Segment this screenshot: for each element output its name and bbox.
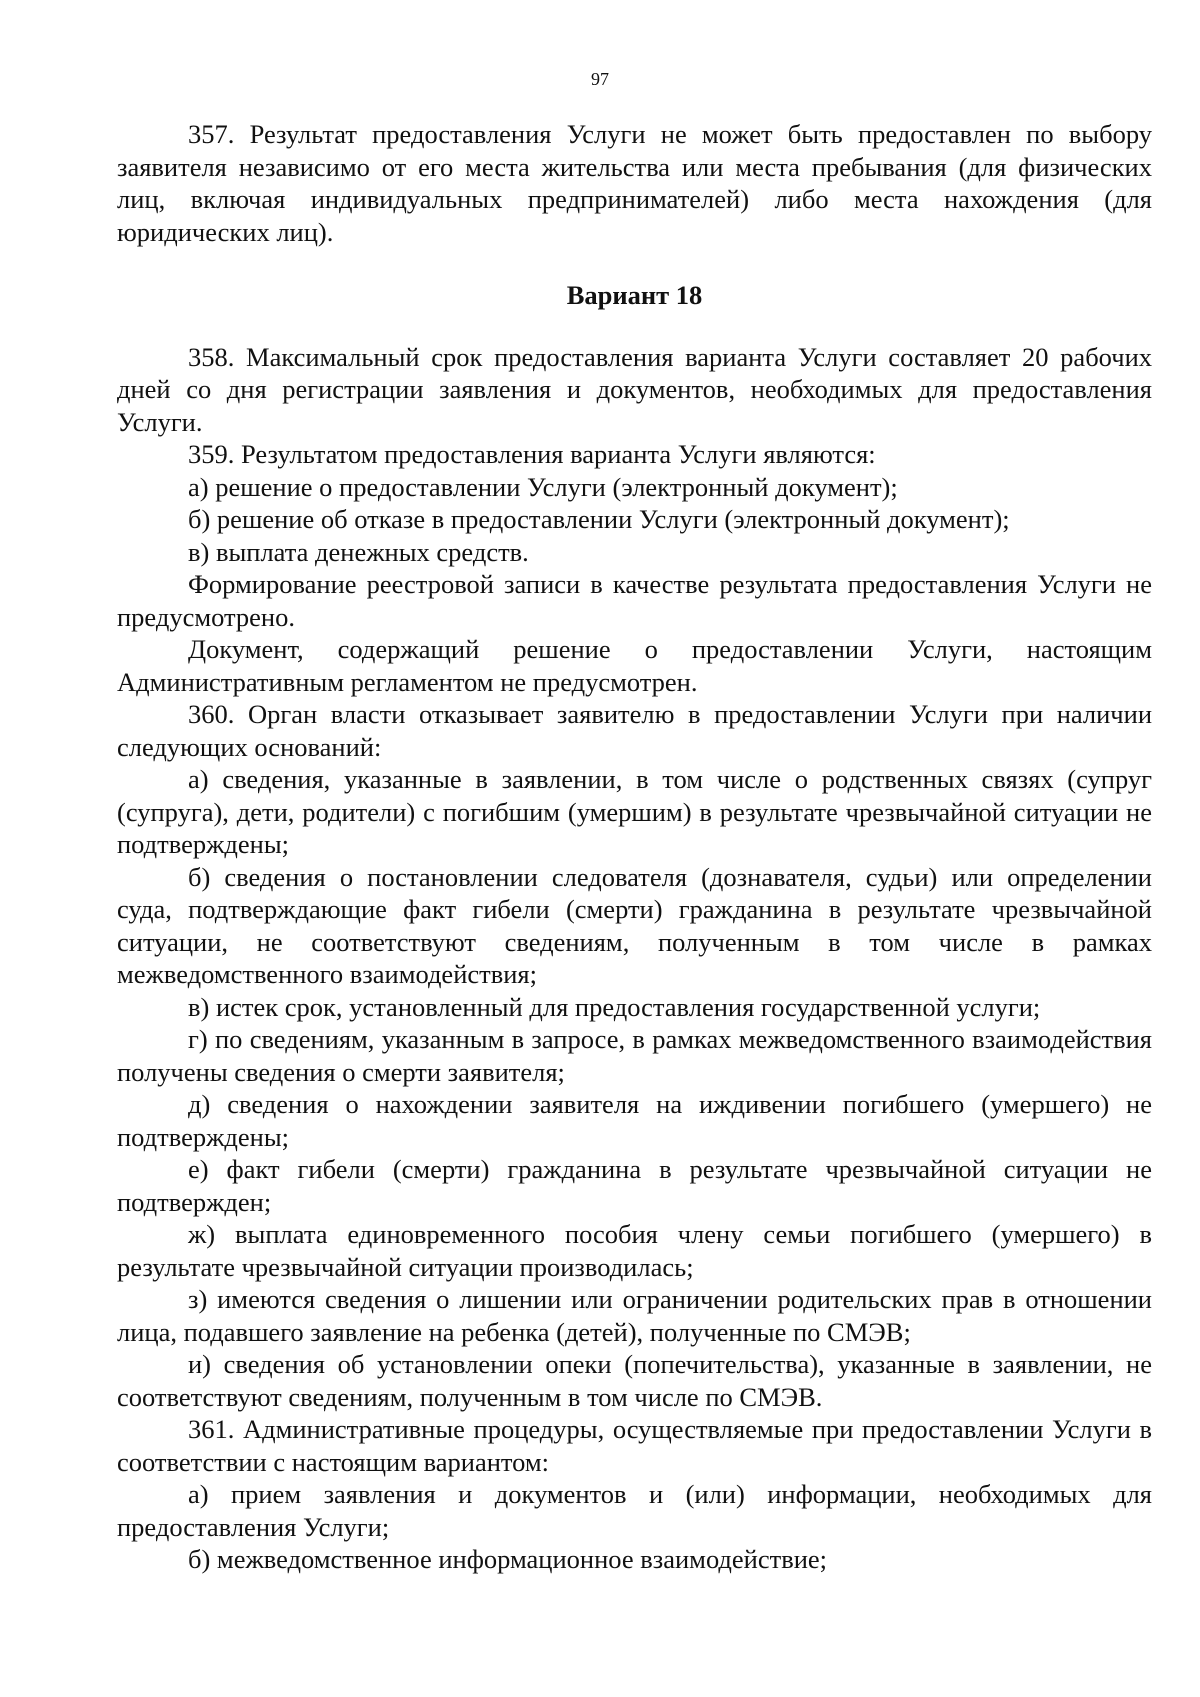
list-item-360-z: з) имеются сведения о лишении или ограничении родительских прав в отношении лица, подавшего заявление на ребенка (детей), полученные по СМЭВ;: [117, 1284, 1152, 1347]
list-item-359-b: б) решение об отказе в предоставлении Услуги (электронный документ);: [188, 504, 1010, 534]
list-item-359-a: а) решение о предоставлении Услуги (электронный документ);: [188, 471, 898, 502]
paragraph-358: 358. Максимальный срок предоставления варианта Услуги составляет 20 рабочих дней со дня регистрации заявления и документов, необходимых для предоставления Услуги.: [117, 341, 1152, 437]
list-item-360-i: и) сведения об установлении опеки (попечительства), указанные в заявлении, не соответствуют сведениям, полученным в том числе по СМЭВ.: [117, 1349, 1152, 1412]
list-item-360-d: д) сведения о нахождении заявителя на иждивении погибшего (умершего) не подтверждены;: [117, 1089, 1152, 1152]
list-item-360-b: б) сведения о постановлении следователя (дознавателя, судьи) или определении суда, подтверждающие факт гибели (смерти) гражданина в результате чрезвычайной ситуации, не соответствуют сведениям, полученным в том числе в рамках межведомственного взаимодействия;: [117, 861, 1152, 989]
list-item-360-zh: ж) выплата единовременного пособия члену семьи погибшего (умершего) в результате чрезвычайной ситуации производилась;: [117, 1219, 1152, 1282]
paragraph-registry-record: Формирование реестровой записи в качестве результата предоставления Услуги не предусмотрено.: [117, 569, 1152, 632]
page-number: 97: [591, 69, 609, 89]
paragraph-decision-document: Документ, содержащий решение о предоставлении Услуги, настоящим Административным регламентом не предусмотрен.: [117, 634, 1152, 697]
list-item-360-a: а) сведения, указанные в заявлении, в том числе о родственных связях (супруг (супруга), дети, родители) с погибшим (умершим) в результате чрезвычайной ситуации не подтверждены;: [117, 764, 1152, 859]
paragraph-361: 361. Административные процедуры, осуществляемые при предоставлении Услуги в соответствии с настоящим вариантом:: [117, 1414, 1152, 1477]
paragraph-357: 357. Результат предоставления Услуги не может быть предоставлен по выбору заявителя независимо от его места жительства или места пребывания (для физических лиц, включая индивидуальных предпринимателей) либо места нахождения (для юридических лиц).: [117, 119, 1152, 247]
document-body: [117, 118, 1152, 1576]
paragraph-360: 360. Орган власти отказывает заявителю в предоставлении Услуги при наличии следующих оснований:: [117, 699, 1152, 762]
list-item-359-v: в) выплата денежных средств.: [188, 536, 529, 567]
paragraph-359: 359. Результатом предоставления варианта Услуги являются:: [188, 439, 876, 469]
list-item-360-g: г) по сведениям, указанным в запросе, в рамках межведомственного взаимодействия получены сведения о смерти заявителя;: [117, 1024, 1152, 1087]
section-heading: Вариант 18: [566, 280, 703, 310]
list-item-361-b: б) межведомственное информационное взаимодействие;: [188, 1544, 828, 1574]
list-item-360-e: е) факт гибели (смерти) гражданина в результате чрезвычайной ситуации не подтвержден;: [117, 1154, 1152, 1217]
list-item-360-v: в) истек срок, установленный для предоставления государственной услуги;: [188, 991, 1041, 1022]
list-item-361-a: а) прием заявления и документов и (или) информации, необходимых для предоставления Услуги;: [117, 1479, 1152, 1542]
